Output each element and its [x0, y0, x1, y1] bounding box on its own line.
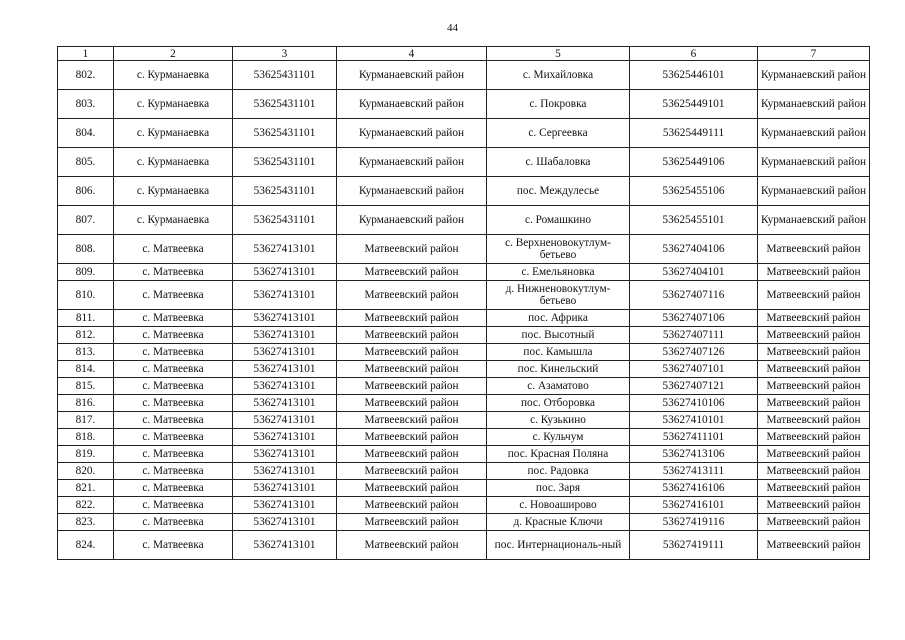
district-cell: Матвеевский район: [337, 446, 487, 463]
locality-district-cell: Матвеевский район: [758, 264, 870, 281]
locality-cell: д. Нижненовокутлум-бетьево: [487, 281, 630, 310]
locality-code-cell: 53625449111: [630, 119, 758, 148]
settlement-cell: с. Матвеевка: [114, 531, 233, 560]
settlement-cell: с. Матвеевка: [114, 344, 233, 361]
locality-cell: с. Кульчум: [487, 429, 630, 446]
row-number-cell: 817.: [58, 412, 114, 429]
district-cell: Курманаевский район: [337, 90, 487, 119]
settlement-code-cell: 53627413101: [233, 446, 337, 463]
settlement-cell: с. Матвеевка: [114, 327, 233, 344]
row-number-cell: 805.: [58, 148, 114, 177]
table-row: [58, 514, 870, 531]
district-cell: Матвеевский район: [337, 264, 487, 281]
settlement-cell: с. Курманаевка: [114, 90, 233, 119]
district-cell: Курманаевский район: [337, 119, 487, 148]
table-row: [58, 235, 870, 264]
table-row: [58, 344, 870, 361]
page-number: 44: [447, 22, 458, 34]
header-cell-5: 5: [487, 47, 630, 61]
locality-cell: с. Новоаширово: [487, 497, 630, 514]
settlement-cell: с. Матвеевка: [114, 463, 233, 480]
settlement-cell: с. Матвеевка: [114, 378, 233, 395]
district-cell: Матвеевский район: [337, 429, 487, 446]
district-cell: Курманаевский район: [337, 148, 487, 177]
locality-code-cell: 53627404101: [630, 264, 758, 281]
locality-district-cell: Матвеевский район: [758, 235, 870, 264]
locality-code-cell: 53627407116: [630, 281, 758, 310]
locality-district-cell: Матвеевский район: [758, 344, 870, 361]
row-number-cell: 803.: [58, 90, 114, 119]
district-cell: Курманаевский район: [337, 206, 487, 235]
locality-code-cell: 53627419111: [630, 531, 758, 560]
settlement-code-cell: 53627413101: [233, 361, 337, 378]
row-number-cell: 824.: [58, 531, 114, 560]
settlement-cell: с. Матвеевка: [114, 429, 233, 446]
locality-code-cell: 53627413106: [630, 446, 758, 463]
locality-code-cell: 53627411101: [630, 429, 758, 446]
settlement-code-cell: 53627413101: [233, 395, 337, 412]
settlement-cell: с. Матвеевка: [114, 514, 233, 531]
row-number-cell: 802.: [58, 61, 114, 90]
settlement-code-cell: 53627413101: [233, 281, 337, 310]
row-number-cell: 811.: [58, 310, 114, 327]
table-row: [58, 327, 870, 344]
locality-cell: с. Ромашкино: [487, 206, 630, 235]
row-number-cell: 810.: [58, 281, 114, 310]
locality-cell: с. Азаматово: [487, 378, 630, 395]
table-row: [58, 206, 870, 235]
locality-code-cell: 53627416101: [630, 497, 758, 514]
locality-code-cell: 53627416106: [630, 480, 758, 497]
row-number-cell: 812.: [58, 327, 114, 344]
table-row: [58, 177, 870, 206]
locality-code-cell: 53625455101: [630, 206, 758, 235]
settlement-code-cell: 53625431101: [233, 61, 337, 90]
settlement-code-cell: 53627413101: [233, 310, 337, 327]
table-row: [58, 446, 870, 463]
locality-code-cell: 53627404106: [630, 235, 758, 264]
locality-code-cell: 53625446101: [630, 61, 758, 90]
settlement-code-cell: 53627413101: [233, 480, 337, 497]
table-row: [58, 119, 870, 148]
locality-cell: пос. Красная Поляна: [487, 446, 630, 463]
row-number-cell: 809.: [58, 264, 114, 281]
locality-code-cell: 53627407126: [630, 344, 758, 361]
locality-code-cell: 53625455106: [630, 177, 758, 206]
settlement-code-cell: 53627413101: [233, 235, 337, 264]
register-table: [57, 46, 870, 560]
locality-cell: с. Михайловка: [487, 61, 630, 90]
header-cell-6: 6: [630, 47, 758, 61]
locality-code-cell: 53627419116: [630, 514, 758, 531]
locality-cell: с. Покровка: [487, 90, 630, 119]
locality-code-cell: 53625449101: [630, 90, 758, 119]
district-cell: Матвеевский район: [337, 235, 487, 264]
locality-district-cell: Матвеевский район: [758, 281, 870, 310]
table-row: [58, 497, 870, 514]
settlement-cell: с. Матвеевка: [114, 446, 233, 463]
settlement-cell: с. Матвеевка: [114, 412, 233, 429]
locality-district-cell: Матвеевский район: [758, 531, 870, 560]
table-row: [58, 310, 870, 327]
locality-cell: пос. Африка: [487, 310, 630, 327]
settlement-code-cell: 53627413101: [233, 531, 337, 560]
district-cell: Матвеевский район: [337, 480, 487, 497]
table-row: [58, 61, 870, 90]
table-row: [58, 378, 870, 395]
table-row: [58, 531, 870, 560]
row-number-cell: 807.: [58, 206, 114, 235]
settlement-code-cell: 53627413101: [233, 378, 337, 395]
settlement-code-cell: 53625431101: [233, 90, 337, 119]
table-row: [58, 480, 870, 497]
row-number-cell: 806.: [58, 177, 114, 206]
settlement-cell: с. Матвеевка: [114, 480, 233, 497]
locality-district-cell: Курманаевский район: [758, 90, 870, 119]
locality-code-cell: 53627407106: [630, 310, 758, 327]
locality-district-cell: Матвеевский район: [758, 497, 870, 514]
locality-district-cell: Матвеевский район: [758, 361, 870, 378]
table-row: [58, 148, 870, 177]
settlement-code-cell: 53627413101: [233, 497, 337, 514]
district-cell: Матвеевский район: [337, 310, 487, 327]
locality-district-cell: Матвеевский район: [758, 480, 870, 497]
locality-cell: пос. Высотный: [487, 327, 630, 344]
table-row: [58, 264, 870, 281]
settlement-code-cell: 53627413101: [233, 344, 337, 361]
table-row: [58, 463, 870, 480]
table-body: [58, 61, 870, 560]
settlement-code-cell: 53627413101: [233, 412, 337, 429]
locality-district-cell: Матвеевский район: [758, 429, 870, 446]
locality-district-cell: Матвеевский район: [758, 395, 870, 412]
row-number-cell: 822.: [58, 497, 114, 514]
row-number-cell: 815.: [58, 378, 114, 395]
district-cell: Матвеевский район: [337, 497, 487, 514]
locality-cell: пос. Заря: [487, 480, 630, 497]
settlement-cell: с. Курманаевка: [114, 177, 233, 206]
locality-code-cell: 53627407101: [630, 361, 758, 378]
locality-district-cell: Матвеевский район: [758, 446, 870, 463]
locality-district-cell: Матвеевский район: [758, 310, 870, 327]
table-row: [58, 395, 870, 412]
table-row: [58, 361, 870, 378]
header-cell-4: 4: [337, 47, 487, 61]
locality-cell: с. Шабаловка: [487, 148, 630, 177]
settlement-cell: с. Курманаевка: [114, 148, 233, 177]
table-row: [58, 429, 870, 446]
header-cell-2: 2: [114, 47, 233, 61]
row-number-cell: 818.: [58, 429, 114, 446]
row-number-cell: 813.: [58, 344, 114, 361]
row-number-cell: 823.: [58, 514, 114, 531]
header-cell-1: 1: [58, 47, 114, 61]
settlement-cell: с. Матвеевка: [114, 281, 233, 310]
locality-cell: с. Сергеевка: [487, 119, 630, 148]
row-number-cell: 814.: [58, 361, 114, 378]
table-row: [58, 412, 870, 429]
settlement-cell: с. Курманаевка: [114, 206, 233, 235]
header-cell-3: 3: [233, 47, 337, 61]
locality-district-cell: Курманаевский район: [758, 119, 870, 148]
locality-code-cell: 53627410101: [630, 412, 758, 429]
locality-code-cell: 53627413111: [630, 463, 758, 480]
table-row: [58, 281, 870, 310]
locality-cell: с. Емельяновка: [487, 264, 630, 281]
locality-district-cell: Матвеевский район: [758, 327, 870, 344]
locality-code-cell: 53627407121: [630, 378, 758, 395]
district-cell: Матвеевский район: [337, 378, 487, 395]
settlement-cell: с. Матвеевка: [114, 310, 233, 327]
settlement-cell: с. Матвеевка: [114, 235, 233, 264]
settlement-cell: с. Курманаевка: [114, 119, 233, 148]
settlement-code-cell: 53627413101: [233, 463, 337, 480]
locality-district-cell: Курманаевский район: [758, 177, 870, 206]
district-cell: Матвеевский район: [337, 514, 487, 531]
row-number-cell: 819.: [58, 446, 114, 463]
row-number-cell: 820.: [58, 463, 114, 480]
locality-district-cell: Курманаевский район: [758, 61, 870, 90]
district-cell: Матвеевский район: [337, 327, 487, 344]
settlement-cell: с. Матвеевка: [114, 361, 233, 378]
locality-district-cell: Матвеевский район: [758, 514, 870, 531]
locality-code-cell: 53627410106: [630, 395, 758, 412]
district-cell: Матвеевский район: [337, 412, 487, 429]
district-cell: Матвеевский район: [337, 281, 487, 310]
settlement-code-cell: 53627413101: [233, 327, 337, 344]
row-number-cell: 808.: [58, 235, 114, 264]
locality-cell: с. Кузькино: [487, 412, 630, 429]
row-number-cell: 804.: [58, 119, 114, 148]
district-cell: Курманаевский район: [337, 177, 487, 206]
locality-cell: пос. Кинельский: [487, 361, 630, 378]
header-cell-7: 7: [758, 47, 870, 61]
locality-district-cell: Матвеевский район: [758, 463, 870, 480]
locality-district-cell: Матвеевский район: [758, 412, 870, 429]
locality-district-cell: Курманаевский район: [758, 148, 870, 177]
row-number-cell: 816.: [58, 395, 114, 412]
district-cell: Курманаевский район: [337, 61, 487, 90]
locality-code-cell: 53625449106: [630, 148, 758, 177]
locality-code-cell: 53627407111: [630, 327, 758, 344]
locality-district-cell: Матвеевский район: [758, 378, 870, 395]
locality-cell: пос. Междулесье: [487, 177, 630, 206]
settlement-cell: с. Матвеевка: [114, 395, 233, 412]
settlement-code-cell: 53627413101: [233, 264, 337, 281]
locality-cell: пос. Камышла: [487, 344, 630, 361]
settlement-code-cell: 53625431101: [233, 206, 337, 235]
locality-cell: пос. Отборовка: [487, 395, 630, 412]
district-cell: Матвеевский район: [337, 361, 487, 378]
settlement-cell: с. Курманаевка: [114, 61, 233, 90]
settlement-code-cell: 53625431101: [233, 148, 337, 177]
settlement-cell: с. Матвеевка: [114, 497, 233, 514]
locality-cell: д. Красные Ключи: [487, 514, 630, 531]
district-cell: Матвеевский район: [337, 344, 487, 361]
settlement-cell: с. Матвеевка: [114, 264, 233, 281]
locality-cell: пос. Радовка: [487, 463, 630, 480]
district-cell: Матвеевский район: [337, 395, 487, 412]
locality-cell: пос. Интернациональ-ный: [487, 531, 630, 560]
district-cell: Матвеевский район: [337, 463, 487, 480]
locality-cell: с. Верхненовокутлум-бетьево: [487, 235, 630, 264]
district-cell: Матвеевский район: [337, 531, 487, 560]
table-row: [58, 90, 870, 119]
header-row: [58, 47, 870, 61]
locality-district-cell: Курманаевский район: [758, 206, 870, 235]
settlement-code-cell: 53625431101: [233, 177, 337, 206]
row-number-cell: 821.: [58, 480, 114, 497]
settlement-code-cell: 53627413101: [233, 429, 337, 446]
settlement-code-cell: 53627413101: [233, 514, 337, 531]
settlement-code-cell: 53625431101: [233, 119, 337, 148]
